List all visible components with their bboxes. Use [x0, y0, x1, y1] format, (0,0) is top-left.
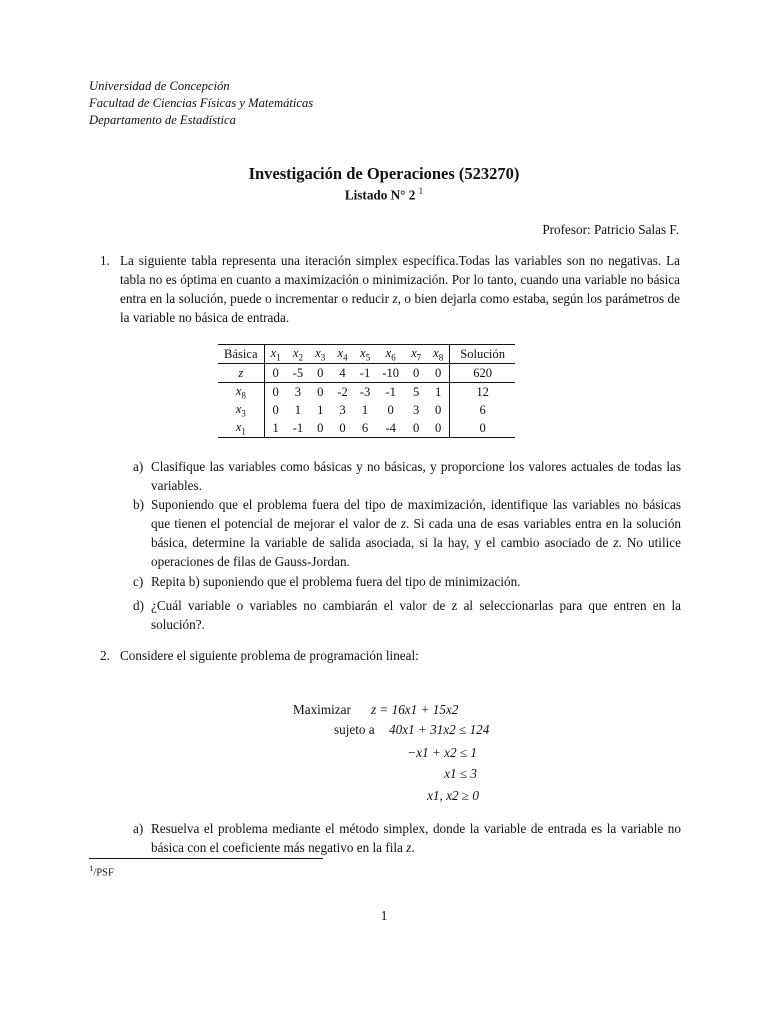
header-basic: Básica [218, 345, 264, 364]
constraint-1: 40x1 + 31x2 ≤ 124 [389, 722, 490, 737]
university-name: Universidad de Concepción [89, 79, 230, 93]
document-title: Investigación de Operaciones (523270) [248, 164, 520, 183]
row-basic-variable: z [218, 364, 264, 383]
header-var-x6: $x_6$ [385, 345, 396, 363]
table-cell: 3 [412, 402, 420, 417]
simplex-table [218, 344, 515, 438]
faculty-name: Facultad de Ciencias Físicas y Matemáticas [89, 96, 314, 110]
constraint-2: −x1 + x2 ≤ 1 [407, 745, 477, 760]
question-1-number: 1. [100, 253, 110, 268]
professor-name: Profesor: Patricio Salas F. [542, 222, 679, 237]
question-2a-text: Resuelva el problema mediante el método simplex, donde la variable de entrada es la variable no básica con el coeficiente más negativo en la fila z. [151, 821, 681, 855]
table-cell: 1 [317, 402, 324, 417]
constraint-3: x1 ≤ 3 [444, 766, 477, 781]
row-solution: 6 [450, 401, 515, 419]
table-cell: 0 [387, 402, 394, 417]
question-1d [133, 596, 681, 634]
objective-function: z = 16x1 + 15x2 [371, 702, 459, 717]
question-1c-label: c) [133, 574, 144, 589]
table-cell: 5 [412, 384, 420, 399]
question-2-text: Considere el siguiente problema de programación lineal: [120, 648, 419, 663]
table-cell: 0 [435, 402, 442, 417]
table-cell: 0 [435, 420, 442, 435]
table-cell: 0 [272, 384, 279, 399]
question-1b [133, 495, 681, 571]
question-1c [133, 572, 681, 591]
question-1a [133, 457, 681, 495]
question-1a-label: a) [133, 459, 144, 474]
table-cell: -1 [359, 365, 371, 380]
header-var-x5: $x_5$ [359, 345, 371, 363]
question-2a [133, 819, 681, 857]
simplex-table-header [218, 345, 515, 364]
department-name: Departamento de Estadística [89, 113, 236, 127]
question-1c-text: Repita b) suponiendo que el problema fuera del tipo de minimización. [151, 574, 521, 589]
question-1d-text: ¿Cuál variable o variables no cambiarán el valor de z al seleccionarlas para que entren en la solución?. [151, 598, 681, 632]
header-var-x4: $x_4$ [337, 345, 348, 363]
header-var-x2: $x_2$ [292, 345, 303, 363]
table-cell: -2 [337, 384, 348, 399]
table-cell: 1 [435, 384, 442, 399]
table-row [218, 383, 515, 402]
footnote [89, 863, 114, 879]
subject-to-label: sujeto a [334, 722, 375, 737]
header-var-x7: $x_7$ [411, 345, 422, 363]
document-subtitle [0, 186, 768, 203]
table-row [218, 401, 515, 419]
table-cell: 0 [272, 365, 279, 380]
table-cell: 3 [339, 402, 346, 417]
question-1 [100, 251, 680, 327]
row-basic-variable: $x_1$ [218, 419, 264, 438]
table-cell: -1 [385, 384, 396, 399]
footnote-rule [89, 858, 323, 859]
subtitle-footnote-mark: 1 [418, 186, 424, 196]
subtitle-text: Listado N° 2 [344, 187, 416, 203]
table-cell: 4 [339, 365, 346, 380]
table-cell: 0 [272, 402, 279, 417]
header-var-x3: $x_3$ [315, 345, 326, 363]
question-1b-text: Suponiendo que el problema fuera del tipo de maximización, identifique las variables no básicas que tienen el potencial de mejorar el valor de z. Si cada una de esas variables entra en la solución básica, determine la variable de salida asociada, si la hay, y el cambio asociado de z. No utilice operaciones de filas de Gauss-Jordan. [151, 497, 682, 569]
table-cell: 0 [317, 365, 324, 380]
constraint-nonnegativity: x1, x2 ≥ 0 [427, 788, 479, 803]
header-var-x1: $x_1$ [270, 345, 281, 363]
table-cell: 0 [339, 420, 346, 435]
table-cell: -5 [292, 365, 304, 380]
row-solution: 12 [450, 383, 515, 402]
question-1d-label: d) [133, 598, 144, 613]
maximize-label: Maximizar [293, 702, 351, 717]
table-row [218, 419, 515, 438]
table-cell: 0 [317, 384, 324, 399]
question-2 [100, 646, 680, 665]
row-solution: 0 [450, 419, 515, 438]
table-cell: -1 [292, 420, 304, 435]
row-solution: 620 [450, 364, 515, 383]
header-var-x8: $x_8$ [433, 345, 444, 363]
header-solution: Solución [450, 345, 515, 364]
table-cell: 3 [294, 384, 302, 399]
institution-header [89, 78, 313, 129]
table-cell: -10 [382, 365, 400, 380]
question-1a-text: Clasifique las variables como básicas y no básicas, y proporcione los valores actuales de todas las variables. [151, 459, 681, 493]
table-cell: 1 [361, 402, 369, 417]
question-2a-label: a) [133, 821, 144, 836]
table-cell: 6 [361, 420, 369, 435]
table-cell: 0 [317, 420, 324, 435]
row-basic-variable: $x_8$ [218, 383, 264, 402]
table-cell: 0 [435, 365, 442, 380]
table-cell: 1 [272, 420, 279, 435]
page-number: 1 [380, 908, 388, 923]
footnote-text: /PSF [93, 867, 114, 879]
table-cell: -4 [385, 420, 396, 435]
table-row [218, 364, 515, 383]
table-cell: 1 [294, 402, 302, 417]
question-1b-label: b) [133, 497, 144, 512]
question-2-number: 2. [100, 648, 110, 663]
table-cell: 0 [412, 365, 420, 380]
table-cell: -3 [359, 384, 371, 399]
question-1-text: La siguiente tabla representa una iteración simplex específica.Todas las variables son no negativas. La tabla no es óptima en cuanto a maximización o minimización. Por lo tanto, cuando una variable no básica entra en la solución, puede o incrementar o reducir z, o bien dejarla como estaba, según los parámetros de la variable no básica de entrada. [120, 253, 681, 325]
row-basic-variable: $x_3$ [218, 401, 264, 419]
table-cell: 0 [412, 420, 420, 435]
footnote-mark: 1 [89, 863, 94, 873]
